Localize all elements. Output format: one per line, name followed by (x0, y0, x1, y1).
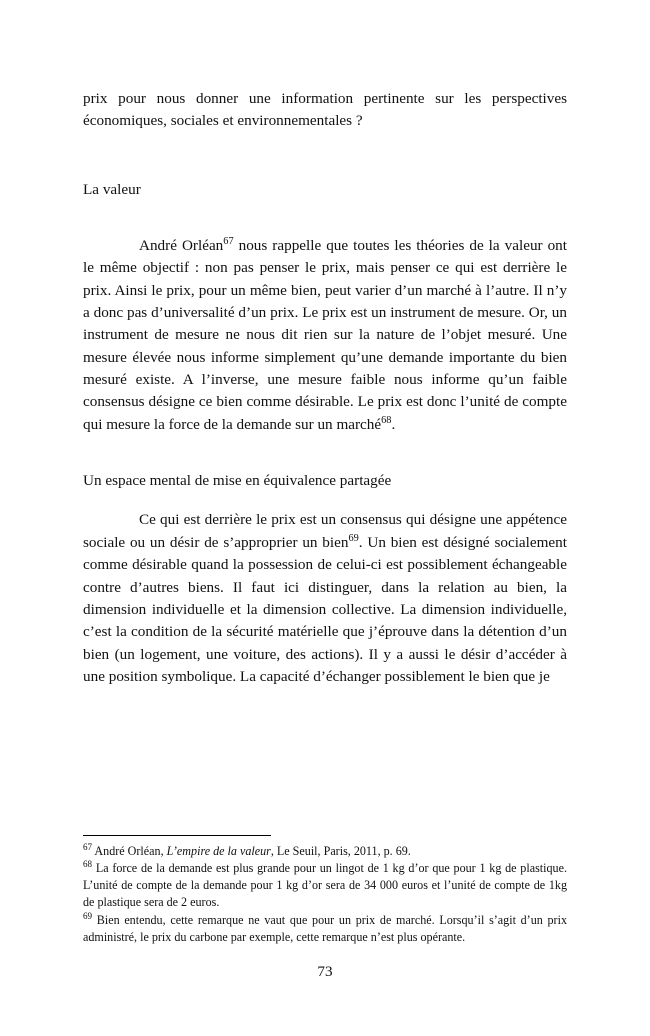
footnote-67 (83, 843, 567, 860)
footnote-separator-rule (83, 835, 271, 836)
paragraph-la-valeur (83, 235, 567, 436)
footnote-68 (83, 860, 567, 912)
footnote-marker: 68 (83, 859, 93, 870)
spacer (83, 436, 567, 470)
paragraph-text-segment: nous rappelle que toutes les théories de la valeur ont le même objectif : non pas penser le prix, mais penser ce qui est derrière le prix. Ainsi le prix, pour un même bien, peut varier d’un marché à l’autre. Il n’y a donc pas d’universalité d’un prix. Le prix est un instrument de mesure. Or, un instrument de mesure ne nous dit rien sur la nature de l’objet mesuré. Une mesure élevée nous informe simplement qu’une demande importante du bien mesuré existe. A l’inverse, une mesure faible nous informe qu’un faible consensus désigne ce bien comme désirable. Le prix est donc l’unité de compte qui mesure la force de la demande sur un marché (83, 237, 567, 433)
footnote-text: La force de la demande est plus grande pour un lingot de 1 kg d’or que pour 1 kg de plastique. L’unité de compte de la demande pour 1 kg d’or sera de 34 000 euros et l’unité de compte de 1kg de plastique sera de 2 euros. (83, 861, 567, 910)
paragraph-text-segment: André Orléan (139, 237, 224, 255)
paragraph-text-segment: . Un bien est désigné socialement comme désirable quand la possession de celui-ci est possiblement échangeable contre d’autres biens. Il faut ici distinguer, dans la relation au bien, la dimension individuelle et la dimension collective. La dimension individuelle, c’est la condition de la sécurité matérielle que j’éprouve dans la détention d’un bien (un logement, une voiture, des actions). Il y a aussi le désir d’accéder à une position symbolique. La capacité d’échanger possiblement le bien que je (83, 533, 567, 685)
footnote-marker: 69 (83, 910, 93, 921)
paragraph-text-segment: . (391, 415, 396, 433)
paragraph-text-segment: Ce qui est derrière le prix est un consensus qui désigne une appétence sociale ou un désir de s’approprier un bien (83, 511, 567, 551)
footnote-title-italic: L’empire de la valeur (166, 843, 271, 858)
footnote-text: André Orléan, (92, 843, 167, 858)
footnote-text: Bien entendu, cette remarque ne vaut que pour un prix de marché. Lorsqu’il s’agit d’un prix administré, le prix du carbone par exemple, cette remarque n’est plus opérante. (83, 912, 567, 944)
spacer (83, 201, 567, 235)
footnote-ref-67[interactable]: 67 (223, 235, 234, 247)
footnotes-section (83, 835, 567, 946)
paragraph-espace-mental (83, 509, 567, 688)
footnote-ref-69[interactable]: 69 (348, 532, 359, 544)
footnote-text: , Le Seuil, Paris, 2011, p. 69. (270, 843, 411, 858)
spacer (83, 133, 567, 179)
spacer (83, 492, 567, 509)
page-number: 73 (317, 963, 333, 980)
footnote-marker: 67 (83, 841, 93, 852)
footnote-ref-68[interactable]: 68 (381, 414, 392, 426)
section-heading-espace-mental: Un espace mental de mise en équivalence partagée (83, 472, 392, 490)
paragraph-top: prix pour nous donner une information pertinente sur les perspectives économiques, sociales et environnementales ? (83, 90, 567, 130)
footnote-69 (83, 912, 567, 946)
section-heading-la-valeur: La valeur (83, 180, 141, 198)
